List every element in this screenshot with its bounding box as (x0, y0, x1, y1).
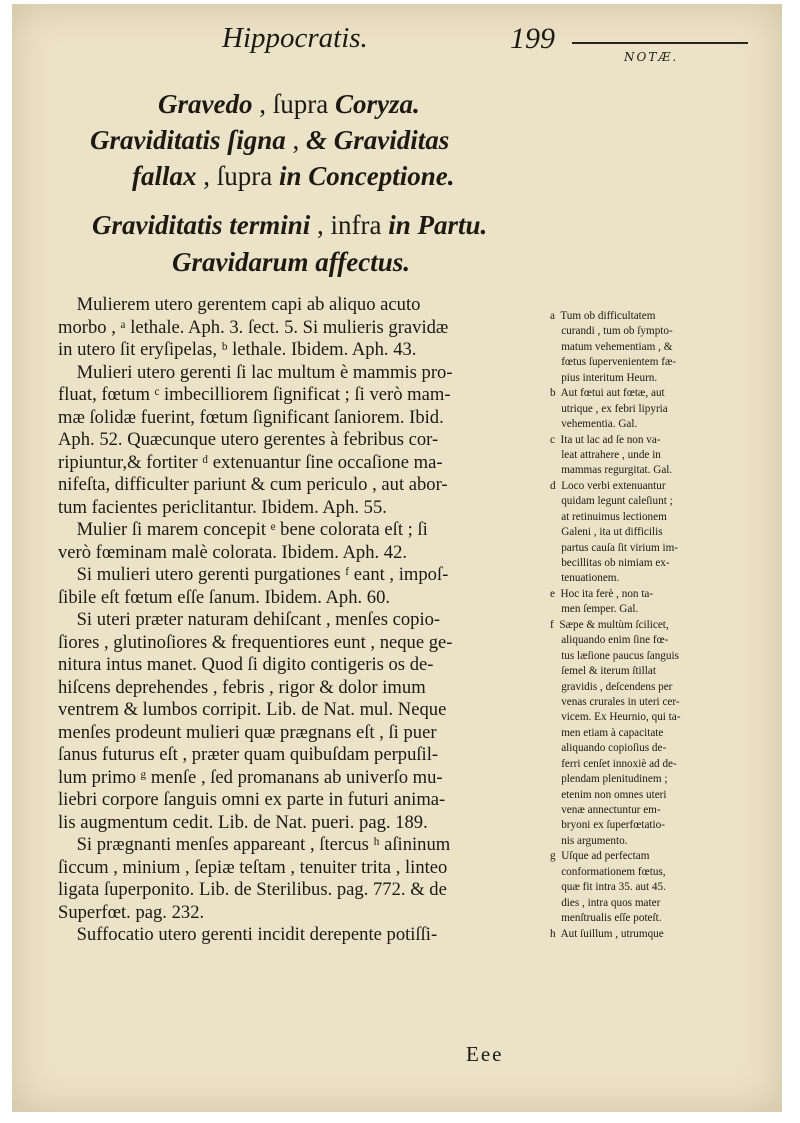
text-line: liebri corpore ſanguis omni ex parte in futuri anima- (58, 789, 446, 810)
text-line: lis augmentum cedit. Lib. de Nat. pueri. pag. 189. (58, 811, 428, 833)
note-line: utrique , ex febri lipyria (550, 402, 668, 415)
note-line: pius interitum Heurn. (550, 371, 658, 384)
text-line: mæ ſolidæ fuerint, fœtum ſignificant ſaniorem. Ibid. (58, 406, 444, 428)
note-line: aliquando copioſius de- (550, 742, 667, 755)
text-line: morbo , ᵃ lethale. Aph. 3. ſect. 5. Si mulieris gravidæ (58, 316, 449, 338)
note-line: at retinuimus lectionem (550, 510, 667, 523)
note-line: vehementia. Gal. (550, 418, 638, 431)
note-line: quidam legunt caleſiunt ; (550, 495, 673, 508)
note-line: plendam plenitudinem ; (550, 773, 668, 786)
heading-part: Gravedo (158, 89, 253, 119)
note-line: ferri cenſet innoxiè ad de- (550, 757, 677, 770)
note-line: a Tum ob difficultatem (550, 310, 656, 322)
note-line: nis argumento. (550, 834, 628, 847)
note-line: matum vehementiam , & (550, 340, 673, 353)
text-line: fluat, fœtum ᶜ imbecilliorem ſignificat ; ſi verò mam- (58, 384, 451, 405)
note-line: dies , intra quos mater (550, 896, 661, 909)
note-line: venæ annectuntur em- (550, 804, 661, 816)
note-line: curandi , tum ob ſympto- (550, 325, 673, 338)
note-line: e Hoc ita ferè , non ta- (550, 587, 654, 600)
note-line: vicem. Ex Heurnio, qui ta- (550, 711, 681, 724)
text-line: ripiuntur,& fortiter ᵈ extenuantur ſine occaſione ma- (58, 451, 443, 473)
header-rule (572, 42, 748, 44)
text-line: Si uteri præter naturam dehiſcant , menſes copio- (58, 609, 441, 630)
heading-graviditatis-signa (90, 122, 449, 158)
note-line: g Uſque ad perfectam (550, 850, 650, 863)
note-line: leat attrahere , unde in (550, 448, 661, 461)
text-line: ventrem & lumbos corripit. Lib. de Nat. mul. Neque (58, 699, 447, 720)
text-line: nifeſta, difficulter pariunt & cum periculo , aut abor- (58, 474, 448, 495)
note-line: tenuationem. (550, 572, 620, 585)
main-text-column (58, 294, 544, 947)
heading-part: Graviditatis ſigna (90, 125, 286, 155)
heading-gravidarum-affectus (172, 244, 410, 280)
heading-part: in Partu. (388, 210, 488, 240)
signature-mark: Eee (466, 1042, 504, 1066)
running-head: Hippocratis. (222, 22, 368, 54)
heading-part: in Conceptione. (278, 161, 455, 191)
note-line: c Ita ut lac ad ſe non va- (550, 433, 661, 446)
note-line: tus læſione paucus ſanguis (550, 649, 679, 662)
heading-part: , infra (310, 210, 389, 240)
note-line: quæ fit intra 35. aut 45. (550, 881, 666, 894)
page-number: 199 (510, 22, 555, 55)
note-line: h Aut ſuillum , utrumque (550, 927, 664, 940)
note-line: f Sæpe & multùm ſcilicet, (550, 618, 669, 631)
note-line: men ſemper. Gal. (550, 603, 639, 616)
text-line: Superfœt. pag. 232. (58, 901, 205, 923)
note-line: men etiam à capacitate (550, 726, 664, 739)
text-line: Si prægnanti menſes appareant , ſtercus ʰ aſininum (58, 834, 451, 855)
note-line: etenim non omnes uteri (550, 788, 667, 801)
heading-fallax (132, 158, 455, 194)
heading-graviditatis-termini (92, 207, 487, 243)
note-line: gravidis , deſcendens per (550, 680, 673, 693)
heading-gravedo (158, 86, 420, 122)
text-line: verò fœminam malè colorata. Ibidem. Aph. 42. (58, 541, 408, 563)
book-page (12, 4, 782, 1112)
text-line: Si mulieri utero gerenti purgationes ᶠ eant , impoſ- (58, 564, 449, 585)
text-line: Mulier ſi marem concepit ᵉ bene colorata eſt ; ſi (58, 519, 428, 540)
notes-label: NOTÆ. (624, 50, 679, 64)
note-line: Galeni , ita ut difficilis (550, 526, 663, 539)
note-line: becillitas ob nimiam ex- (550, 557, 670, 569)
notes-column (550, 309, 772, 942)
note-line: b Aut fœtui aut fœtæ, aut (550, 387, 665, 400)
heading-part: , ſupra (196, 161, 279, 191)
text-line: ſanus futurus eſt , præter quam quibuſdam perpuſil- (58, 744, 439, 765)
text-line: tum facientes periclitantur. Ibidem. Aph. 55. (58, 496, 387, 518)
text-line: Aph. 52. Quæcunque utero gerentes à febribus cor- (58, 429, 439, 450)
text-line: Mulierem utero gerentem capi ab aliquo acuto (58, 294, 421, 315)
text-line: hiſcens deprehendes , febris , rigor & dolor imum (58, 676, 426, 698)
text-line: ſibile eſt fœtum eſſe ſanum. Ibidem. Aph. 60. (58, 586, 391, 608)
note-line: mammas regurgitat. Gal. (550, 464, 673, 477)
note-line: menſtrualis eſſe poteſt. (550, 912, 662, 925)
heading-part: Gravidarum affectus. (172, 247, 411, 277)
note-line: partus cauſa ſit virium im- (550, 541, 679, 554)
text-line: lum primo ᵍ menſe , ſed promanans ab univerſo mu- (58, 766, 443, 788)
text-line: in utero ſit eryſipelas, ᵇ lethale. Ibidem. Aph. 43. (58, 339, 417, 360)
text-line: menſes prodeunt mulieri quæ prægnans eſt , ſi puer (58, 721, 437, 743)
note-line: aliquando enim ſine fœ- (550, 634, 669, 647)
heading-part: , (285, 125, 307, 155)
text-line: ſiccum , minium , ſepiæ teſtam , tenuiter trita , linteo (58, 856, 448, 878)
heading-part: Graviditatis termini (92, 210, 311, 240)
text-line: Mulieri utero gerenti ſi lac multum è mammis pro- (58, 361, 453, 383)
heading-part: Coryza. (334, 89, 420, 119)
heading-part: & Graviditas (306, 125, 450, 155)
note-line: bryoni ex ſuperfœtatio- (550, 819, 665, 832)
text-line: nitura intus manet. Quod ſi digito contigeris os de- (58, 654, 434, 675)
text-line: ſiores , glutinoſiores & frequentiores eunt , neque ge- (58, 631, 453, 653)
note-line: fœtus ſupervenientem fæ- (550, 356, 677, 369)
text-line: ligata ſuperponito. Lib. de Sterilibus. pag. 772. & de (58, 879, 447, 900)
note-line: venas crurales in uteri cer- (550, 695, 680, 708)
heading-part: fallax (132, 161, 197, 191)
text-line: Suffocatio utero gerenti incidit derepente potiſſi- (58, 924, 438, 945)
heading-part: , ſupra (252, 89, 335, 119)
note-line: d Loco verbi extenuantur (550, 479, 666, 492)
note-line: ſemel & iterum ſtillat (550, 665, 656, 678)
note-line: conformationem fœtus, (550, 865, 666, 878)
